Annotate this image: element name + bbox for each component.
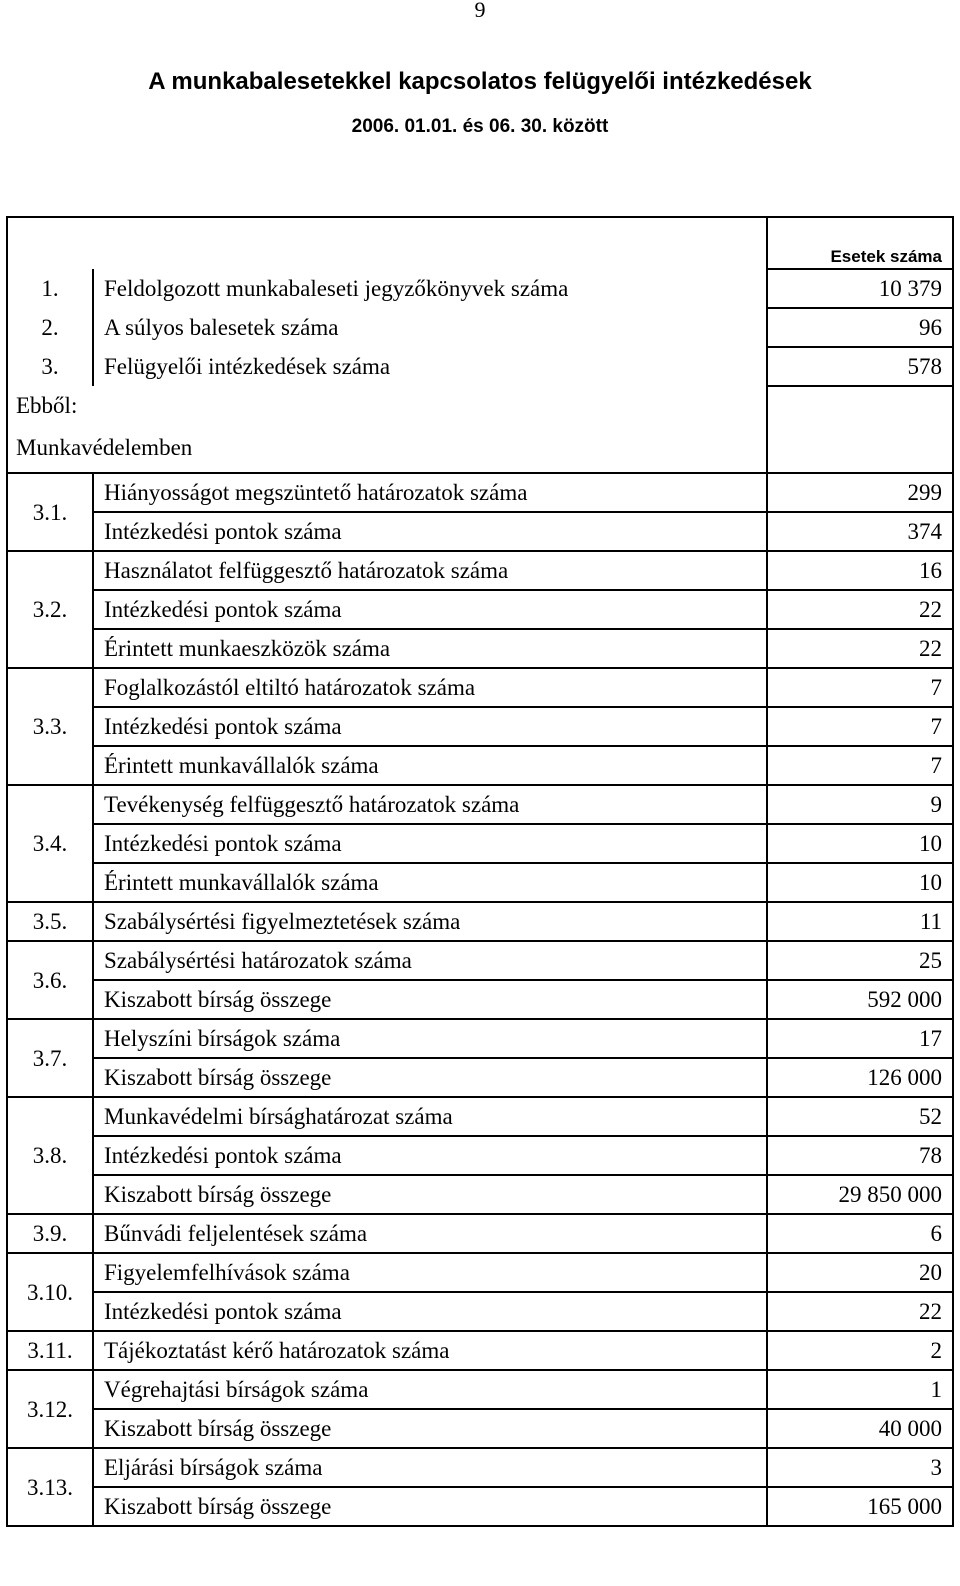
row-value: 6 — [767, 1214, 953, 1253]
row-label: Kiszabott bírság összege — [93, 1058, 767, 1097]
row-value: 22 — [767, 629, 953, 668]
measures-table — [6, 216, 954, 1527]
table-row — [7, 1370, 953, 1409]
row-label: Feldolgozott munkabaleseti jegyzőkönyvek száma — [93, 269, 767, 308]
table-row — [7, 1058, 953, 1097]
row-label: Intézkedési pontok száma — [93, 824, 767, 863]
group-number: 3.8. — [7, 1097, 93, 1214]
group-number: 3.1. — [7, 473, 93, 551]
table-header-row — [7, 217, 953, 269]
table-row — [7, 629, 953, 668]
row-label: Használatot felfüggesztő határozatok száma — [93, 551, 767, 590]
subtotal-label-row — [7, 386, 953, 424]
table-row — [7, 1409, 953, 1448]
group-number: 3.5. — [7, 902, 93, 941]
row-label: Tevékenység felfüggesztő határozatok száma — [93, 785, 767, 824]
row-label: Végrehajtási bírságok száma — [93, 1370, 767, 1409]
table-row — [7, 863, 953, 902]
group-number: 3.11. — [7, 1331, 93, 1370]
table-row — [7, 551, 953, 590]
group-number: 3.6. — [7, 941, 93, 1019]
row-label: Szabálysértési figyelmeztetések száma — [93, 902, 767, 941]
row-number: 1. — [7, 269, 93, 308]
row-value: 11 — [767, 902, 953, 941]
row-value: 7 — [767, 668, 953, 707]
row-label: Tájékoztatást kérő határozatok száma — [93, 1331, 767, 1370]
row-label: Intézkedési pontok száma — [93, 707, 767, 746]
table-row — [7, 1175, 953, 1214]
row-number: 2. — [7, 308, 93, 347]
row-label: Figyelemfelhívások száma — [93, 1253, 767, 1292]
table-row — [7, 347, 953, 386]
row-value: 25 — [767, 941, 953, 980]
table-row — [7, 1487, 953, 1526]
row-value: 578 — [767, 347, 953, 386]
row-value: 9 — [767, 785, 953, 824]
row-label: Helyszíni bírságok száma — [93, 1019, 767, 1058]
table-row — [7, 1331, 953, 1370]
row-value: 374 — [767, 512, 953, 551]
row-label: A súlyos balesetek száma — [93, 308, 767, 347]
table-row — [7, 308, 953, 347]
table-row — [7, 941, 953, 980]
table-row — [7, 1214, 953, 1253]
row-label: Érintett munkavállalók száma — [93, 746, 767, 785]
table-row — [7, 512, 953, 551]
row-label: Foglalkozástól eltiltó határozatok száma — [93, 668, 767, 707]
row-value: 126 000 — [767, 1058, 953, 1097]
group-number: 3.9. — [7, 1214, 93, 1253]
table-row — [7, 707, 953, 746]
table-row — [7, 473, 953, 512]
row-value: 10 379 — [767, 269, 953, 308]
table-row — [7, 269, 953, 308]
row-number: 3. — [7, 347, 93, 386]
table-row — [7, 824, 953, 863]
row-value: 10 — [767, 863, 953, 902]
group-number: 3.4. — [7, 785, 93, 902]
row-value: 2 — [767, 1331, 953, 1370]
row-value: 16 — [767, 551, 953, 590]
row-label: Intézkedési pontok száma — [93, 1136, 767, 1175]
group-number: 3.3. — [7, 668, 93, 785]
row-label: Kiszabott bírság összege — [93, 1409, 767, 1448]
document-title: A munkabalesetekkel kapcsolatos felügyelői intézkedések — [148, 68, 812, 95]
table-row — [7, 1292, 953, 1331]
section-value-empty — [767, 424, 953, 473]
table-row — [7, 1136, 953, 1175]
row-label: Hiányosságot megszüntető határozatok száma — [93, 473, 767, 512]
row-value: 7 — [767, 707, 953, 746]
table-row — [7, 1448, 953, 1487]
ebbol-label: Ebből: — [7, 386, 767, 424]
table-row — [7, 902, 953, 941]
row-label: Eljárási bírságok száma — [93, 1448, 767, 1487]
table-row — [7, 1019, 953, 1058]
row-value: 165 000 — [767, 1487, 953, 1526]
row-value: 52 — [767, 1097, 953, 1136]
row-value: 22 — [767, 1292, 953, 1331]
row-value: 29 850 000 — [767, 1175, 953, 1214]
document-subtitle: 2006. 01.01. és 06. 30. között — [351, 116, 609, 137]
row-label: Intézkedési pontok száma — [93, 1292, 767, 1331]
row-label: Kiszabott bírság összege — [93, 1487, 767, 1526]
group-number: 3.10. — [7, 1253, 93, 1331]
row-label: Intézkedési pontok száma — [93, 590, 767, 629]
row-label: Bűnvádi feljelentések száma — [93, 1214, 767, 1253]
section-row — [7, 424, 953, 473]
page-number: 9 — [474, 0, 486, 22]
row-label: Kiszabott bírság összege — [93, 980, 767, 1019]
row-value: 592 000 — [767, 980, 953, 1019]
row-label: Érintett munkaeszközök száma — [93, 629, 767, 668]
table-row — [7, 590, 953, 629]
row-label: Felügyelői intézkedések száma — [93, 347, 767, 386]
group-number: 3.13. — [7, 1448, 93, 1526]
section-title: Munkavédelemben — [7, 424, 767, 473]
row-value: 10 — [767, 824, 953, 863]
row-label: Kiszabott bírság összege — [93, 1175, 767, 1214]
row-value: 78 — [767, 1136, 953, 1175]
table-row — [7, 785, 953, 824]
row-value: 40 000 — [767, 1409, 953, 1448]
row-value: 7 — [767, 746, 953, 785]
row-value: 22 — [767, 590, 953, 629]
ebbol-value-empty — [767, 386, 953, 424]
table-row — [7, 668, 953, 707]
row-label: Érintett munkavállalók száma — [93, 863, 767, 902]
table-row — [7, 1097, 953, 1136]
row-label: Intézkedési pontok száma — [93, 512, 767, 551]
row-label: Szabálysértési határozatok száma — [93, 941, 767, 980]
row-value: 3 — [767, 1448, 953, 1487]
row-value: 1 — [767, 1370, 953, 1409]
group-number: 3.2. — [7, 551, 93, 668]
row-label: Munkavédelmi bírsághatározat száma — [93, 1097, 767, 1136]
table-row — [7, 1253, 953, 1292]
row-value: 20 — [767, 1253, 953, 1292]
group-number: 3.12. — [7, 1370, 93, 1448]
header-cases-count: Esetek száma — [767, 217, 953, 269]
table-row — [7, 980, 953, 1019]
table-row — [7, 746, 953, 785]
group-number: 3.7. — [7, 1019, 93, 1097]
header-empty-cell — [7, 217, 767, 269]
row-value: 96 — [767, 308, 953, 347]
row-value: 299 — [767, 473, 953, 512]
row-value: 17 — [767, 1019, 953, 1058]
